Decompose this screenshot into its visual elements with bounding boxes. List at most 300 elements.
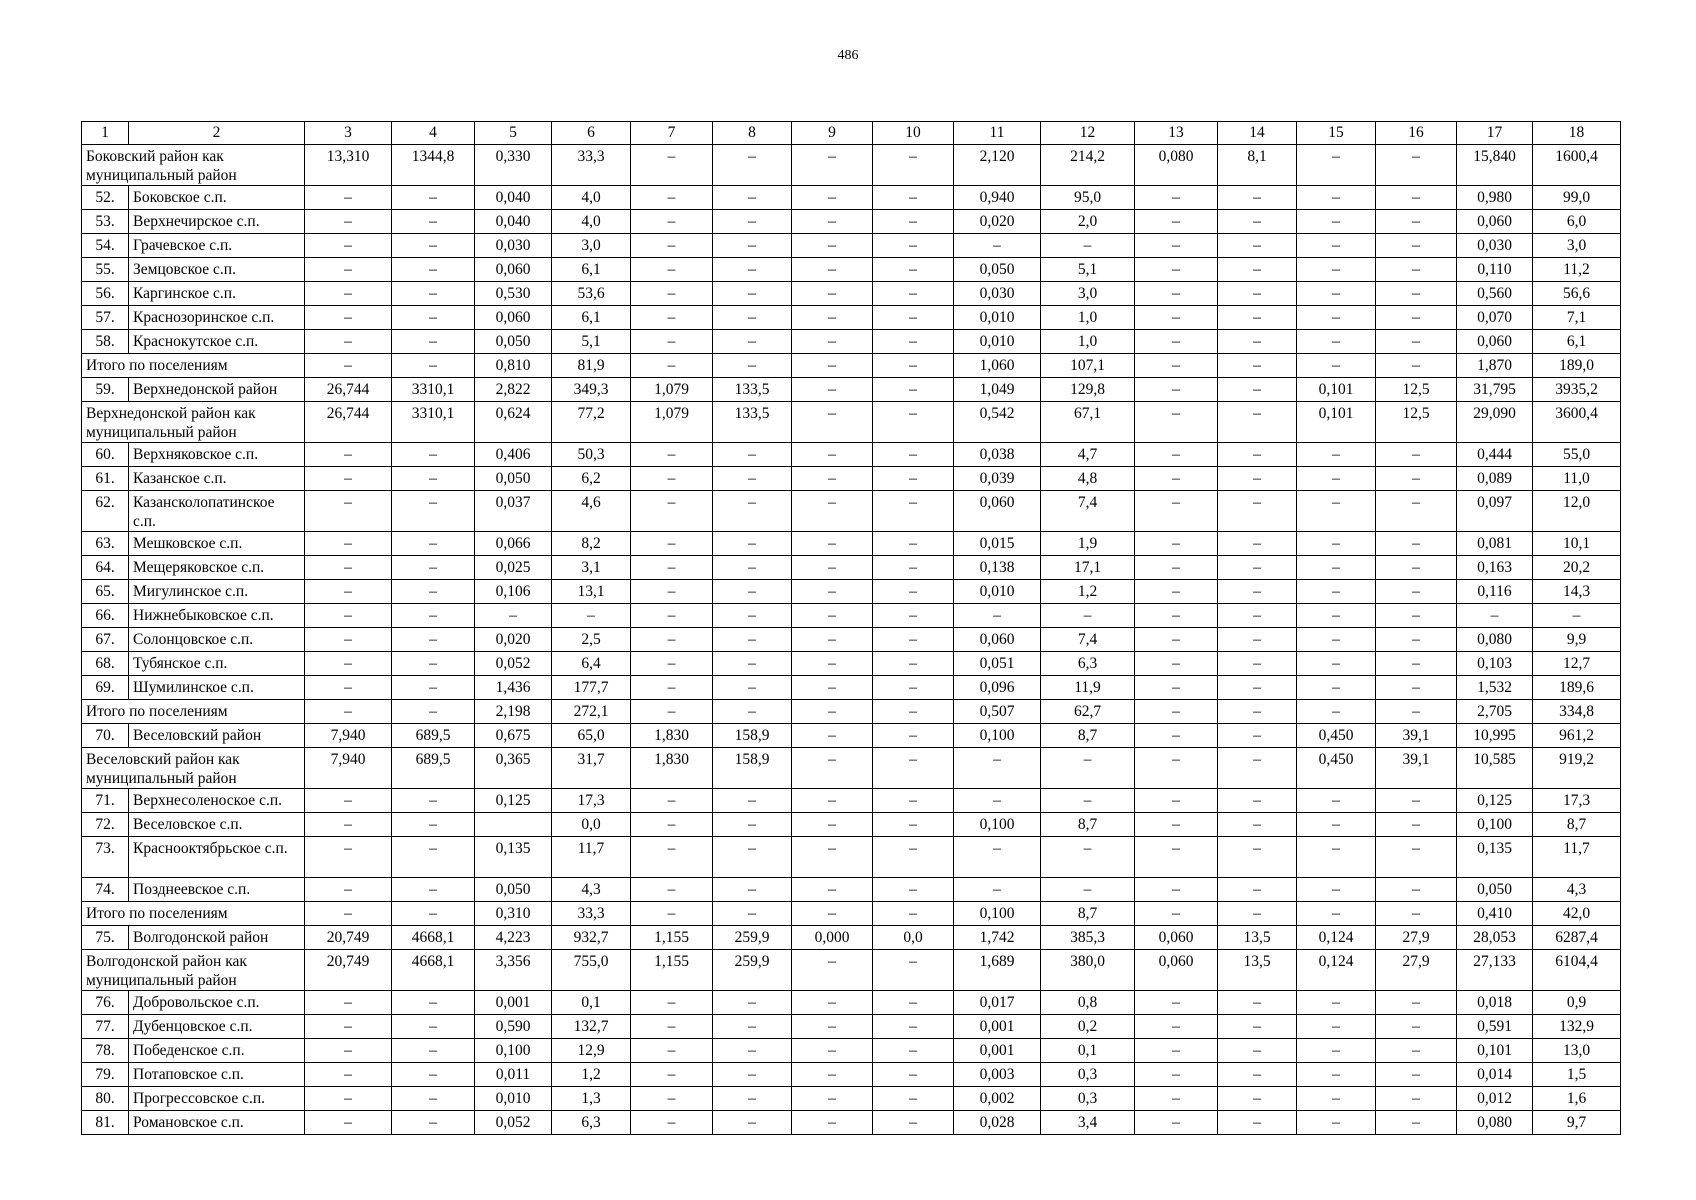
row-name: Веселовское с.п.	[129, 813, 305, 837]
value-cell: 0,052	[475, 652, 552, 676]
value-cell: –	[305, 1039, 392, 1063]
value-cell: –	[392, 532, 475, 556]
value-cell: –	[1218, 676, 1297, 700]
value-cell: –	[1376, 1063, 1457, 1087]
value-cell: 1,079	[631, 378, 713, 402]
value-cell: 0,037	[475, 491, 552, 532]
value-cell: 27,9	[1376, 950, 1457, 991]
value-cell: –	[954, 837, 1041, 878]
value-cell: –	[1218, 556, 1297, 580]
value-cell: –	[792, 628, 873, 652]
value-cell: 0,116	[1457, 580, 1533, 604]
value-cell: 1600,4	[1533, 145, 1621, 186]
value-cell: –	[792, 878, 873, 902]
value-cell: –	[1218, 234, 1297, 258]
value-cell: 133,5	[713, 402, 792, 443]
value-cell: 0,010	[954, 330, 1041, 354]
value-cell: 919,2	[1533, 748, 1621, 789]
value-cell: 4668,1	[392, 950, 475, 991]
value-cell: 1,830	[631, 748, 713, 789]
value-cell: –	[1041, 878, 1135, 902]
value-cell: –	[954, 234, 1041, 258]
value-cell: 214,2	[1041, 145, 1135, 186]
row-number: 65.	[82, 580, 129, 604]
value-cell: 0,010	[954, 580, 1041, 604]
value-cell: 0,100	[954, 813, 1041, 837]
value-cell: –	[1376, 186, 1457, 210]
value-cell: –	[1297, 628, 1376, 652]
header-cell: 9	[792, 122, 873, 145]
value-cell: –	[392, 652, 475, 676]
value-cell: –	[873, 813, 954, 837]
row-number: 70.	[82, 724, 129, 748]
value-cell: –	[305, 700, 392, 724]
table-row	[82, 628, 1621, 652]
value-cell: 62,7	[1041, 700, 1135, 724]
value-cell: –	[1218, 186, 1297, 210]
value-cell: –	[305, 330, 392, 354]
value-cell: –	[713, 580, 792, 604]
value-cell: 4,7	[1041, 443, 1135, 467]
value-cell: –	[1376, 878, 1457, 902]
header-cell: 2	[129, 122, 305, 145]
value-cell: –	[305, 354, 392, 378]
value-cell: –	[1218, 789, 1297, 813]
value-cell: 0,001	[954, 1039, 1041, 1063]
value-cell: –	[1297, 700, 1376, 724]
value-cell: 31,795	[1457, 378, 1533, 402]
value-cell: –	[631, 1015, 713, 1039]
value-cell: 0,030	[1457, 234, 1533, 258]
value-cell: 9,7	[1533, 1111, 1621, 1135]
table-row	[82, 282, 1621, 306]
value-cell: –	[631, 443, 713, 467]
value-cell: –	[305, 491, 392, 532]
value-cell: –	[305, 467, 392, 491]
row-name: Мещеряковское с.п.	[129, 556, 305, 580]
value-cell: –	[954, 789, 1041, 813]
value-cell: –	[305, 604, 392, 628]
value-cell: –	[792, 902, 873, 926]
row-name: Победенское с.п.	[129, 1039, 305, 1063]
value-cell: 3,356	[475, 950, 552, 991]
value-cell: 1,5	[1533, 1063, 1621, 1087]
value-cell: 0,012	[1457, 1087, 1533, 1111]
value-cell: 0,010	[954, 306, 1041, 330]
value-cell: –	[873, 234, 954, 258]
value-cell: 2,120	[954, 145, 1041, 186]
table-row	[82, 443, 1621, 467]
table-row	[82, 402, 1621, 443]
header-cell: 6	[552, 122, 631, 145]
value-cell: –	[713, 186, 792, 210]
value-cell: –	[631, 532, 713, 556]
value-cell: 1,0	[1041, 306, 1135, 330]
value-cell: –	[631, 282, 713, 306]
value-cell: –	[873, 652, 954, 676]
row-number: 71.	[82, 789, 129, 813]
value-cell: –	[1376, 467, 1457, 491]
row-name: Прогрессовское с.п.	[129, 1087, 305, 1111]
value-cell: –	[392, 556, 475, 580]
value-cell: 0,052	[475, 1111, 552, 1135]
value-cell: –	[1297, 330, 1376, 354]
value-cell: 272,1	[552, 700, 631, 724]
value-cell: –	[1376, 837, 1457, 878]
value-cell: 0,001	[954, 1015, 1041, 1039]
value-cell: –	[1041, 234, 1135, 258]
value-cell: 0,1	[552, 991, 631, 1015]
value-cell: –	[873, 1087, 954, 1111]
value-cell: –	[792, 1015, 873, 1039]
value-cell: 0,015	[954, 532, 1041, 556]
value-cell: 1,155	[631, 950, 713, 991]
table-row	[82, 950, 1621, 991]
value-cell: –	[1135, 813, 1218, 837]
value-cell: 0,025	[475, 556, 552, 580]
value-cell: –	[873, 402, 954, 443]
value-cell: 0,3	[1041, 1063, 1135, 1087]
value-cell: 334,8	[1533, 700, 1621, 724]
value-cell: 0,020	[954, 210, 1041, 234]
row-name: Боковское с.п.	[129, 186, 305, 210]
value-cell: 13,5	[1218, 926, 1297, 950]
value-cell: 1,3	[552, 1087, 631, 1111]
value-cell: –	[1218, 837, 1297, 878]
value-cell: –	[1376, 210, 1457, 234]
value-cell: 33,3	[552, 145, 631, 186]
value-cell: –	[1297, 258, 1376, 282]
value-cell: 3310,1	[392, 402, 475, 443]
value-cell: –	[1297, 652, 1376, 676]
value-cell: 0,138	[954, 556, 1041, 580]
row-name: Дубенцовское с.п.	[129, 1015, 305, 1039]
value-cell: –	[631, 1087, 713, 1111]
value-cell: 7,1	[1533, 306, 1621, 330]
value-cell: –	[792, 306, 873, 330]
value-cell: –	[1218, 1111, 1297, 1135]
value-cell: 0,106	[475, 580, 552, 604]
value-cell: 5,1	[1041, 258, 1135, 282]
value-cell: –	[873, 491, 954, 532]
value-cell: –	[1041, 789, 1135, 813]
value-cell: –	[1135, 354, 1218, 378]
value-cell: 27,9	[1376, 926, 1457, 950]
value-cell: 6,1	[1533, 330, 1621, 354]
row-name: Казансколопатинское с.п.	[129, 491, 305, 532]
value-cell: –	[873, 837, 954, 878]
value-cell: –	[1218, 604, 1297, 628]
value-cell: –	[792, 556, 873, 580]
value-cell: –	[792, 724, 873, 748]
row-label: Итого по поселениям	[82, 700, 305, 724]
value-cell: –	[631, 145, 713, 186]
value-cell: 0,050	[475, 467, 552, 491]
value-cell: –	[305, 902, 392, 926]
row-number: 62.	[82, 491, 129, 532]
value-cell: 0,020	[475, 628, 552, 652]
value-cell: 2,198	[475, 700, 552, 724]
value-cell: –	[631, 556, 713, 580]
value-cell: –	[1135, 306, 1218, 330]
value-cell: –	[792, 330, 873, 354]
value-cell: –	[713, 813, 792, 837]
value-cell: 0,096	[954, 676, 1041, 700]
value-cell: 7,940	[305, 748, 392, 789]
value-cell: –	[1297, 991, 1376, 1015]
value-cell: –	[392, 991, 475, 1015]
value-cell: –	[1218, 210, 1297, 234]
value-cell: 0,3	[1041, 1087, 1135, 1111]
value-cell: –	[1218, 1087, 1297, 1111]
value-cell: –	[1218, 748, 1297, 789]
value-cell: –	[305, 443, 392, 467]
value-cell: 55,0	[1533, 443, 1621, 467]
value-cell: 1,870	[1457, 354, 1533, 378]
row-number: 80.	[82, 1087, 129, 1111]
value-cell: –	[873, 282, 954, 306]
value-cell: 11,7	[1533, 837, 1621, 878]
value-cell: –	[1297, 878, 1376, 902]
value-cell: –	[954, 604, 1041, 628]
value-cell: –	[305, 652, 392, 676]
value-cell: –	[1376, 306, 1457, 330]
value-cell: –	[1218, 467, 1297, 491]
row-number: 72.	[82, 813, 129, 837]
value-cell: –	[954, 748, 1041, 789]
value-cell: –	[1297, 1111, 1376, 1135]
header-cell: 7	[631, 122, 713, 145]
row-number: 55.	[82, 258, 129, 282]
header-cell: 3	[305, 122, 392, 145]
value-cell: –	[1376, 1111, 1457, 1135]
row-name: Верхнесоленоское с.п.	[129, 789, 305, 813]
value-cell: –	[631, 652, 713, 676]
value-cell: –	[631, 628, 713, 652]
table-row	[82, 580, 1621, 604]
value-cell: –	[873, 330, 954, 354]
value-cell: 0,0	[552, 813, 631, 837]
table-row	[82, 330, 1621, 354]
value-cell: 0,060	[954, 491, 1041, 532]
value-cell: –	[305, 210, 392, 234]
value-cell: 20,749	[305, 950, 392, 991]
value-cell: –	[552, 604, 631, 628]
value-cell: 0,0	[873, 926, 954, 950]
value-cell: –	[1135, 467, 1218, 491]
value-cell: –	[305, 1015, 392, 1039]
value-cell: –	[713, 1111, 792, 1135]
value-cell: 0,017	[954, 991, 1041, 1015]
value-cell: –	[713, 354, 792, 378]
value-cell: 8,1	[1218, 145, 1297, 186]
value-cell: –	[1376, 354, 1457, 378]
value-cell: –	[792, 604, 873, 628]
value-cell: 0,051	[954, 652, 1041, 676]
table-row	[82, 258, 1621, 282]
value-cell: 0,675	[475, 724, 552, 748]
value-cell: –	[873, 467, 954, 491]
value-cell: 50,3	[552, 443, 631, 467]
value-cell: –	[1297, 467, 1376, 491]
value-cell: –	[792, 748, 873, 789]
value-cell: 189,6	[1533, 676, 1621, 700]
value-cell: 15,840	[1457, 145, 1533, 186]
value-cell: –	[792, 813, 873, 837]
value-cell: –	[631, 813, 713, 837]
value-cell: –	[1218, 724, 1297, 748]
value-cell: 1,689	[954, 950, 1041, 991]
value-cell: –	[392, 258, 475, 282]
value-cell: 6,3	[552, 1111, 631, 1135]
value-cell: –	[792, 837, 873, 878]
value-cell: –	[873, 700, 954, 724]
value-cell: –	[792, 532, 873, 556]
value-cell: –	[1135, 258, 1218, 282]
value-cell: 7,4	[1041, 628, 1135, 652]
value-cell: 53,6	[552, 282, 631, 306]
value-cell: –	[713, 258, 792, 282]
value-cell: 42,0	[1533, 902, 1621, 926]
value-cell: 0,450	[1297, 748, 1376, 789]
value-cell: 380,0	[1041, 950, 1135, 991]
value-cell: 1344,8	[392, 145, 475, 186]
value-cell: 3935,2	[1533, 378, 1621, 402]
value-cell: –	[1135, 1087, 1218, 1111]
value-cell: –	[713, 467, 792, 491]
value-cell: –	[1135, 378, 1218, 402]
row-number: 69.	[82, 676, 129, 700]
value-cell: –	[631, 789, 713, 813]
row-name: Позднеевское с.п.	[129, 878, 305, 902]
value-cell: 13,1	[552, 580, 631, 604]
value-cell: –	[713, 234, 792, 258]
value-cell: –	[1135, 1063, 1218, 1087]
value-cell: –	[1218, 378, 1297, 402]
row-number: 58.	[82, 330, 129, 354]
row-label: Итого по поселениям	[82, 902, 305, 926]
row-name: Краснооктябрьское с.п.	[129, 837, 305, 878]
value-cell: 8,2	[552, 532, 631, 556]
value-cell: –	[873, 676, 954, 700]
value-cell: 9,9	[1533, 628, 1621, 652]
value-cell: 129,8	[1041, 378, 1135, 402]
value-cell: 0,030	[475, 234, 552, 258]
row-number: 77.	[82, 1015, 129, 1039]
value-cell: –	[1297, 556, 1376, 580]
value-cell: –	[1376, 1039, 1457, 1063]
value-cell: 11,7	[552, 837, 631, 878]
value-cell: –	[631, 700, 713, 724]
value-cell: –	[1135, 234, 1218, 258]
value-cell: 0,163	[1457, 556, 1533, 580]
value-cell: –	[873, 258, 954, 282]
value-cell: –	[1135, 330, 1218, 354]
value-cell: 6,3	[1041, 652, 1135, 676]
value-cell: 349,3	[552, 378, 631, 402]
value-cell: –	[1297, 580, 1376, 604]
value-cell: –	[1135, 700, 1218, 724]
value-cell: –	[1297, 837, 1376, 878]
value-cell: 0,590	[475, 1015, 552, 1039]
value-cell: –	[1135, 210, 1218, 234]
value-cell: –	[1297, 1015, 1376, 1039]
value-cell: 4,223	[475, 926, 552, 950]
value-cell: 1,2	[1041, 580, 1135, 604]
value-cell: –	[1457, 604, 1533, 628]
header-cell: 11	[954, 122, 1041, 145]
value-cell: –	[1376, 258, 1457, 282]
value-cell: –	[873, 306, 954, 330]
value-cell: –	[1135, 1111, 1218, 1135]
table-row	[82, 604, 1621, 628]
value-cell: 3,0	[1533, 234, 1621, 258]
value-cell: –	[392, 1087, 475, 1111]
value-cell: –	[1135, 556, 1218, 580]
value-cell: –	[631, 902, 713, 926]
value-cell: 0,103	[1457, 652, 1533, 676]
value-cell: 0,066	[475, 532, 552, 556]
value-cell: –	[792, 950, 873, 991]
value-cell: –	[792, 378, 873, 402]
row-name: Волгодонской район	[129, 926, 305, 950]
row-number: 53.	[82, 210, 129, 234]
row-number: 79.	[82, 1063, 129, 1087]
row-number: 73.	[82, 837, 129, 878]
value-cell: –	[1376, 556, 1457, 580]
value-cell: 385,3	[1041, 926, 1135, 950]
value-cell: –	[1218, 813, 1297, 837]
value-cell: 2,705	[1457, 700, 1533, 724]
value-cell: –	[1297, 902, 1376, 926]
value-cell: 67,1	[1041, 402, 1135, 443]
value-cell: –	[1297, 1087, 1376, 1111]
value-cell: 0,040	[475, 186, 552, 210]
value-cell: 0,010	[475, 1087, 552, 1111]
table-row	[82, 145, 1621, 186]
table-row	[82, 210, 1621, 234]
value-cell: –	[713, 878, 792, 902]
value-cell: 0,060	[1457, 330, 1533, 354]
value-cell: –	[631, 1063, 713, 1087]
table-row	[82, 532, 1621, 556]
value-cell: 177,7	[552, 676, 631, 700]
value-cell: –	[1135, 789, 1218, 813]
value-cell: 65,0	[552, 724, 631, 748]
value-cell: –	[1135, 724, 1218, 748]
table-row	[82, 1087, 1621, 1111]
value-cell: 4,3	[1533, 878, 1621, 902]
value-cell: 6,2	[552, 467, 631, 491]
value-cell: 77,2	[552, 402, 631, 443]
value-cell: 11,9	[1041, 676, 1135, 700]
value-cell: 0,101	[1457, 1039, 1533, 1063]
value-cell: –	[873, 210, 954, 234]
row-number: 63.	[82, 532, 129, 556]
value-cell: –	[1135, 991, 1218, 1015]
value-cell: 189,0	[1533, 354, 1621, 378]
value-cell: –	[1218, 700, 1297, 724]
value-cell: 133,5	[713, 378, 792, 402]
value-cell: –	[792, 491, 873, 532]
value-cell: 0,125	[1457, 789, 1533, 813]
value-cell: –	[1041, 837, 1135, 878]
value-cell: –	[305, 258, 392, 282]
value-cell: 0,038	[954, 443, 1041, 467]
header-cell: 1	[82, 122, 129, 145]
value-cell: –	[305, 991, 392, 1015]
header-cell: 15	[1297, 122, 1376, 145]
